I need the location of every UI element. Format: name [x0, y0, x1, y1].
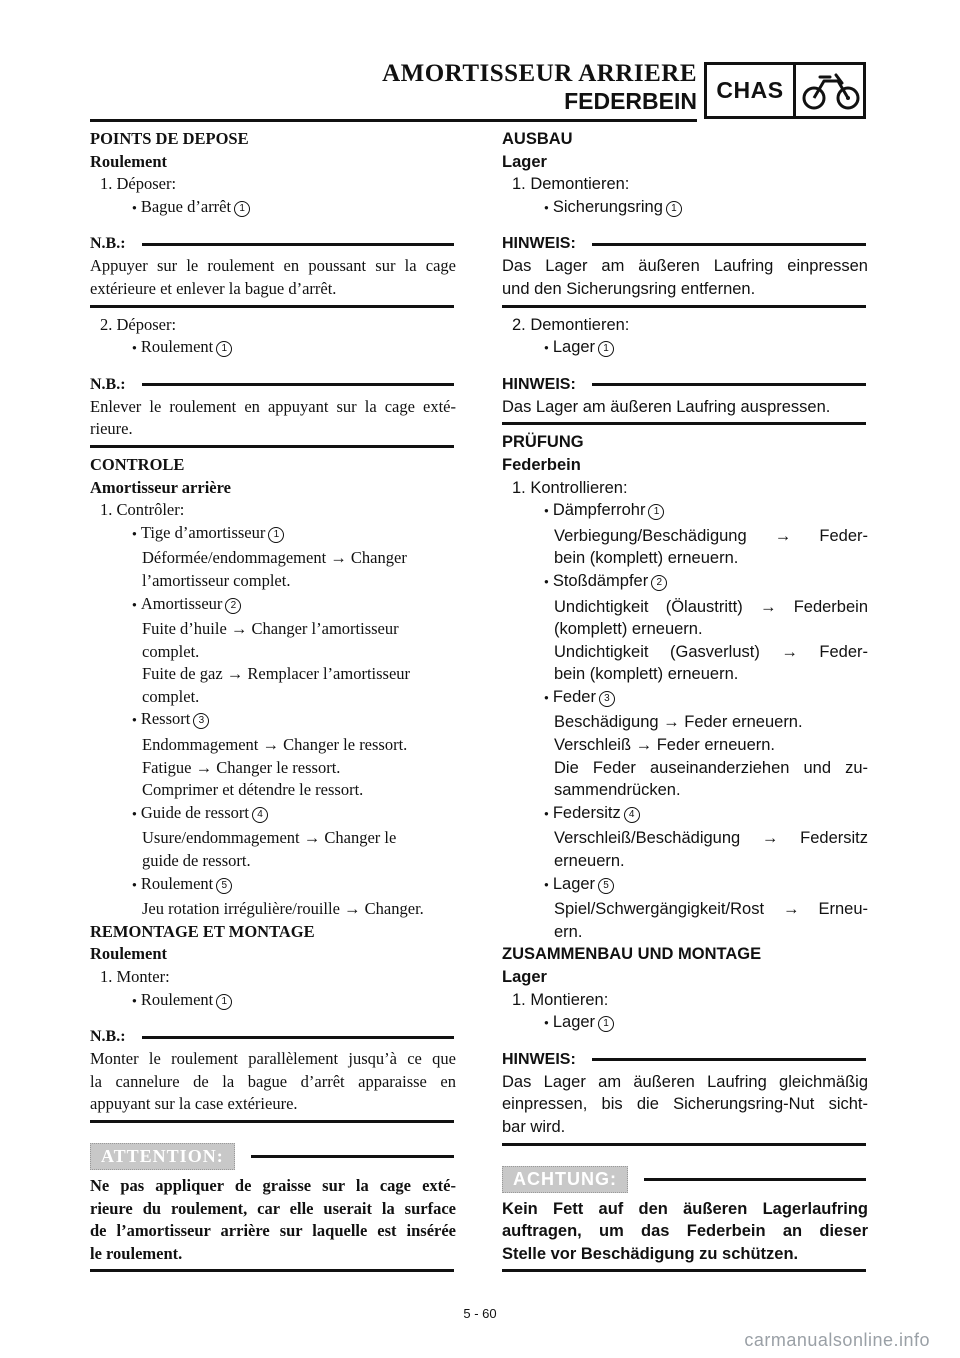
- note-end-rule: [90, 445, 454, 448]
- list-detail: Fuite d’huile → Changer l’amortisseur: [142, 619, 399, 639]
- list-item: ● Amortisseur 2: [90, 593, 456, 619]
- list-item: ● Federsitz 4: [502, 802, 868, 828]
- list-item: ● Lager 1: [502, 336, 868, 362]
- list-item: ● Dämpferrohr 1: [502, 499, 868, 525]
- subheading-lager: Lager: [502, 152, 547, 171]
- note-header: HINWEIS:: [502, 233, 868, 255]
- section-title-de: FEDERBEIN: [564, 88, 697, 114]
- list-item: ● Ressort 3: [90, 708, 456, 734]
- list-item: ● Stoßdämpfer 2: [502, 570, 868, 596]
- list-item: ● Sicherungsring 1: [502, 196, 868, 222]
- list-detail: Die Feder auseinanderziehen und zu-: [554, 758, 868, 777]
- list-item: ● Roulement 5: [90, 873, 456, 899]
- callout-1: 1: [598, 1016, 614, 1032]
- note-body: Appuyer sur le roulement en poussant sur la cage extérieure et enlever la bague d’arrêt.: [90, 256, 456, 298]
- note-header: HINWEIS:: [502, 374, 868, 396]
- list-item: ● Lager 1: [502, 1011, 868, 1037]
- heading-depose: POINTS DE DEPOSE: [90, 129, 249, 148]
- list-detail: bein (komplett) erneuern.: [554, 665, 739, 684]
- heading-ausbau: AUSBAU: [502, 130, 573, 148]
- note-end-rule: [90, 1120, 454, 1123]
- list-item: ● Bague d’arrêt 1: [90, 196, 456, 222]
- list-detail: ern.: [554, 922, 583, 941]
- note-body: Das Lager am äußeren Laufring auspressen.: [502, 397, 831, 416]
- list-detail: erneuern.: [554, 852, 625, 871]
- list-detail: Beschädigung → Feder erneuern.: [554, 713, 803, 732]
- chapter-badge: [704, 62, 866, 119]
- list-detail: sammendrücken.: [554, 781, 681, 800]
- subheading-amortisseur: Amortisseur arrière: [90, 477, 231, 497]
- note-end-rule: [502, 1143, 866, 1146]
- list-item: ● Guide de ressort 4: [90, 802, 456, 828]
- subheading-lager: Lager: [502, 968, 547, 986]
- callout-1: 1: [234, 201, 250, 217]
- callout-1: 1: [648, 504, 664, 520]
- step-1: 1. Kontrollieren:: [512, 478, 628, 497]
- note-body: Monter le roulement parallèlement jusqu’à ce que la cannelure de la bague d’arrêt apparaisse en appuyant sur la case extérieure.: [90, 1049, 456, 1114]
- list-detail: Déformée/endommagement → Changer: [142, 548, 407, 568]
- subheading-federbein: Federbein: [502, 455, 581, 474]
- heading-pruefung: PRÜFUNG: [502, 433, 584, 452]
- list-item: ● Tige d’amortisseur 1: [90, 522, 456, 548]
- caution-header: [90, 1143, 456, 1171]
- note-end-rule: [502, 422, 866, 425]
- list-detail: Spiel/Schwergängigkeit/Rost → Erneu-: [554, 900, 868, 919]
- callout-2: 2: [225, 598, 241, 614]
- note-body: Das Lager am äußeren Laufring einpressen und den Sicherungsring entfernen.: [502, 257, 868, 298]
- list-detail: l’amortisseur complet.: [142, 570, 291, 590]
- callout-5: 5: [216, 878, 232, 894]
- watermark[interactable]: carmanualsonline.info: [744, 1330, 930, 1350]
- list-detail: Undichtigkeit (Gasverlust) → Feder-: [554, 642, 868, 661]
- list-detail: Jeu rotation irrégulière/rouille → Changer.: [142, 899, 424, 919]
- caution-label: ACHTUNG:: [502, 1166, 628, 1193]
- step-1: 1. Déposer:: [100, 174, 177, 194]
- caution-body: Kein Fett auf den äußeren Lagerlaufring auftragen, um das Federbein an dieser Stelle vor Beschädigung zu schützen.: [502, 1199, 868, 1263]
- callout-2: 2: [651, 575, 667, 591]
- list-detail: guide de ressort.: [142, 851, 251, 871]
- list-detail: Fatigue → Changer le ressort.: [142, 757, 341, 777]
- list-item: ● Roulement 1: [90, 989, 456, 1015]
- list-detail: Undichtigkeit (Ölaustritt) → Federbein: [554, 597, 868, 616]
- caution-body: Ne pas appliquer de graisse sur la cage exté- rieure du roulement, car elle userait la surface de l’amortisseur arrière sur laquelle est insérée le roulement.: [90, 1175, 456, 1263]
- callout-1: 1: [268, 527, 284, 543]
- list-detail: complet.: [142, 641, 200, 661]
- note-header: N.B.:: [90, 374, 456, 396]
- chapter-badge-label: CHAS: [716, 77, 784, 103]
- list-detail: Verschleiß → Feder erneuern.: [554, 736, 776, 755]
- step-1: 1. Contrôler:: [100, 500, 185, 520]
- note-end-rule: [90, 305, 454, 308]
- caution-end-rule: [502, 1269, 866, 1272]
- note-header: N.B.:: [90, 233, 456, 255]
- header-rule: [90, 119, 697, 122]
- callout-1: 1: [216, 994, 232, 1010]
- callout-3: 3: [599, 691, 615, 707]
- heading-remontage: REMONTAGE ET MONTAGE: [90, 921, 315, 941]
- french-column: [90, 128, 456, 1278]
- callout-1: 1: [598, 341, 614, 357]
- callout-4: 4: [624, 807, 640, 823]
- section-title-fr: AMORTISSEUR ARRIERE: [382, 60, 697, 87]
- list-detail: Fuite de gaz → Remplacer l’amortisseur: [142, 664, 411, 684]
- note-end-rule: [502, 305, 866, 308]
- step-1: 1. Montieren:: [512, 990, 609, 1009]
- list-item: ● Lager 5: [502, 873, 868, 899]
- motorcycle-icon: [800, 69, 862, 113]
- callout-5: 5: [598, 878, 614, 894]
- page-number: 5 - 60: [463, 1306, 497, 1321]
- caution-label: ATTENTION:: [90, 1143, 235, 1170]
- list-detail: bein (komplett) erneuern.: [554, 549, 739, 568]
- callout-1: 1: [216, 341, 232, 357]
- callout-3: 3: [193, 713, 209, 729]
- callout-4: 4: [252, 807, 268, 823]
- caution-end-rule: [90, 1269, 454, 1272]
- list-detail: Usure/endommagement → Changer le: [142, 828, 397, 848]
- heading-zusammenbau: ZUSAMMENBAU UND MONTAGE: [502, 945, 762, 964]
- german-column: [502, 128, 868, 1278]
- step-2: 2. Déposer:: [100, 314, 177, 334]
- subheading-roulement: Roulement: [90, 944, 167, 964]
- caution-header: [502, 1166, 868, 1194]
- note-header: HINWEIS:: [502, 1049, 868, 1071]
- list-detail: Comprimer et détendre le ressort.: [142, 780, 364, 800]
- badge-divider: [793, 65, 796, 116]
- list-detail: complet.: [142, 686, 200, 706]
- list-item: ● Roulement 1: [90, 336, 456, 362]
- callout-1: 1: [666, 201, 682, 217]
- list-detail: Endommagement → Changer le ressort.: [142, 735, 408, 755]
- note-header: N.B.:: [90, 1026, 456, 1048]
- list-item: ● Feder 3: [502, 686, 868, 712]
- heading-controle: CONTROLE: [90, 454, 185, 474]
- note-body: Das Lager am äußeren Laufring gleichmäßig einpressen, bis die Sicherungsring-Nut sicht- bar wird.: [502, 1072, 868, 1136]
- step-2: 2. Demontieren:: [512, 315, 630, 334]
- step-1: 1. Monter:: [100, 967, 170, 986]
- list-detail: Verbiegung/Beschädigung → Feder-: [554, 526, 868, 545]
- subheading-roulement: Roulement: [90, 151, 167, 171]
- list-detail: (komplett) erneuern.: [554, 620, 703, 639]
- step-1: 1. Demontieren:: [512, 175, 630, 194]
- list-detail: Verschleiß/Beschädigung → Federsitz: [554, 829, 868, 848]
- note-body: Enlever le roulement en appuyant sur la cage exté- rieure.: [90, 396, 456, 439]
